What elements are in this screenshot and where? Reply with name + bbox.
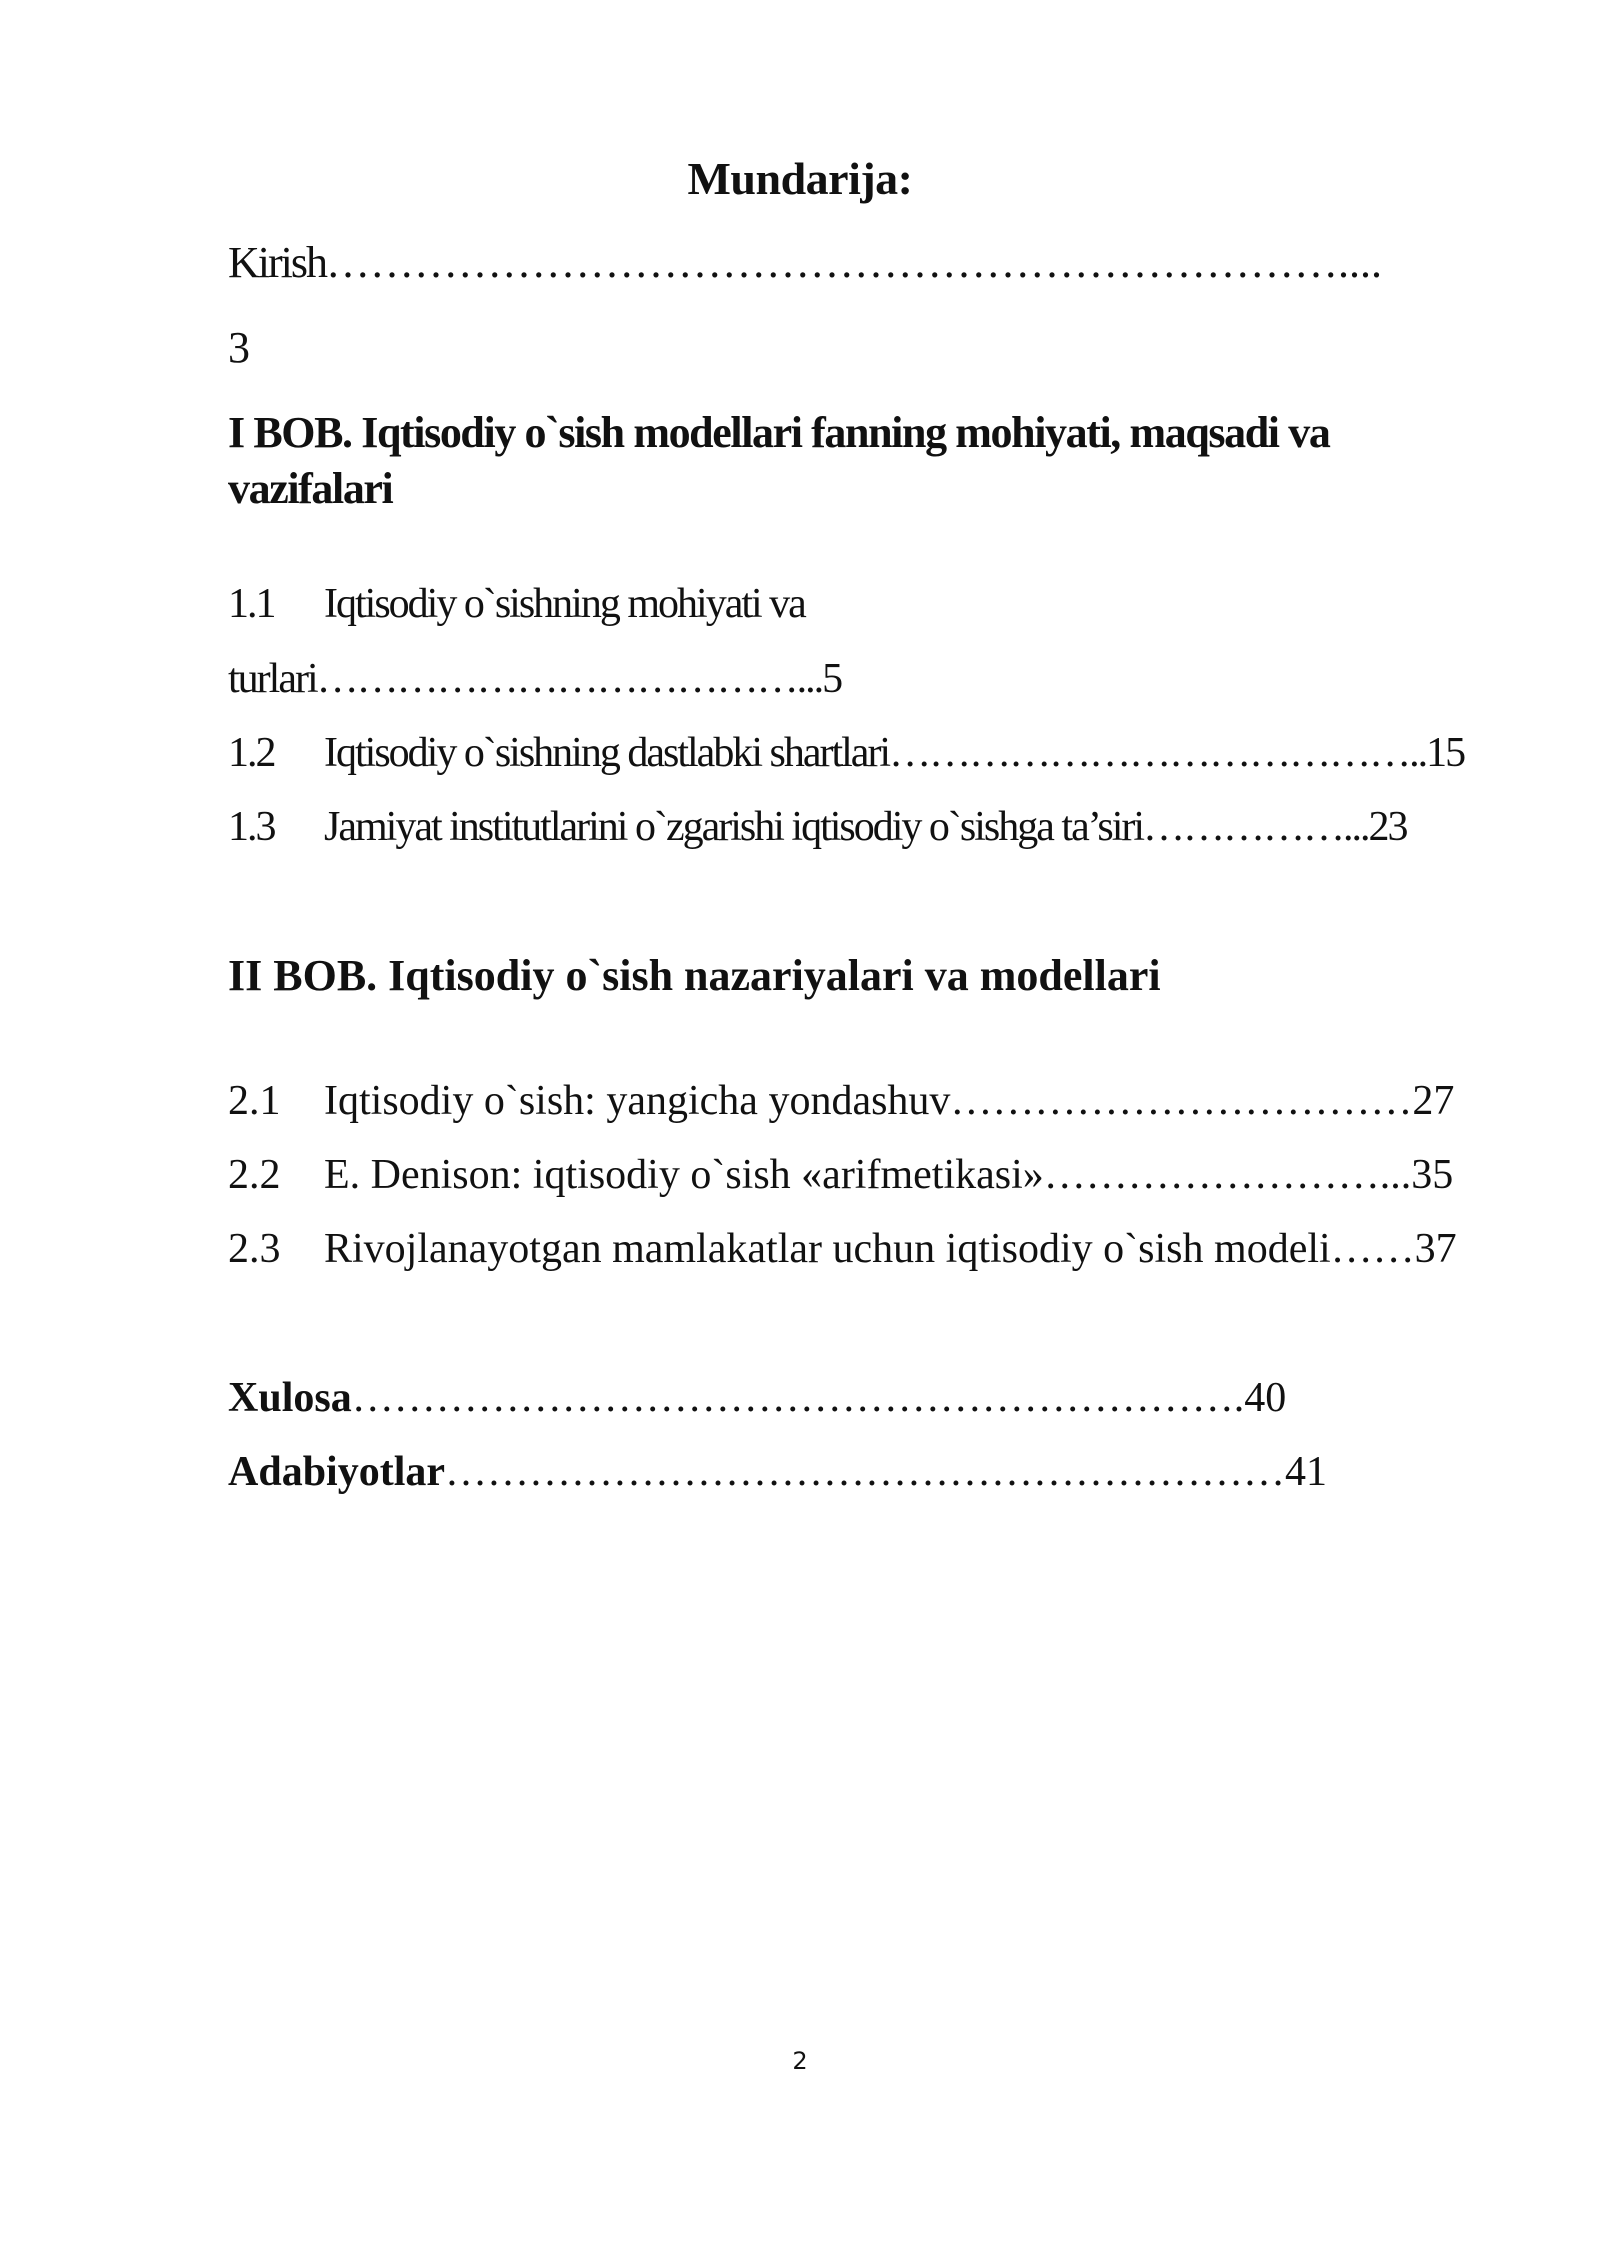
section-title: E. Denison: iqtisodiy o`sish «arifmetikasi»……………………...35 [324,1152,1454,1198]
conclusion-label: Xulosa [228,1375,352,1421]
toc-entry-2-2 [228,1151,1453,1199]
section-title: Iqtisodiy o`sishning dastlabki shartlari…………………………………..15 [324,730,1465,776]
intro-page-number: 3 [228,323,250,372]
section-number: 1.2 [228,730,275,776]
toc-title: Mundarija: [687,153,913,204]
page-number: 2 [792,2047,808,2075]
section-title: Iqtisodiy o`sish: yangicha yondashuv……………………………27 [324,1078,1455,1124]
section-number: 1.3 [228,804,275,850]
toc-entry-conclusion [228,1374,1286,1422]
chapter-2-heading: II BOB. Iqtisodiy o`sish nazariyalari va modellari [228,951,1161,1000]
toc-entry-1-1-continuation: turlari………………………………...5 [228,656,842,702]
toc-entry-1-3 [228,803,1407,851]
toc-entry-2-3 [228,1225,1457,1273]
intro-label: Kirish [228,238,326,287]
toc-entry-1-2 [228,729,1464,777]
toc-entry-references [228,1448,1327,1496]
toc-entry-2-1 [228,1077,1454,1125]
intro-leader: …………………………………………………………….... [326,238,1382,287]
section-title: Rivojlanayotgan mamlakatlar uchun iqtisodiy o`sish modeli……37 [324,1226,1457,1272]
references-leader-page: ……………………………………………………41 [445,1449,1328,1495]
toc-entry-intro [228,237,1382,288]
section-number: 1.1 [228,581,275,627]
section-title: Jamiyat institutlarini o`zgarishi iqtisodiy o`sishga ta’siri……………...23 [324,804,1407,850]
section-number: 2.3 [228,1226,281,1272]
references-label: Adabiyotlar [228,1449,446,1495]
chapter-1-heading: I BOB. Iqtisodiy o`sish modellari fanning mohiyati, maqsadi va vazifalari [228,408,1330,513]
section-title: Iqtisodiy o`sishning mohiyati va [324,581,805,627]
toc-entry-1-1 [228,580,805,628]
section-number: 2.1 [228,1078,281,1124]
section-number: 2.2 [228,1152,281,1198]
conclusion-leader-page: ……………………………………………………….40 [351,1375,1287,1421]
